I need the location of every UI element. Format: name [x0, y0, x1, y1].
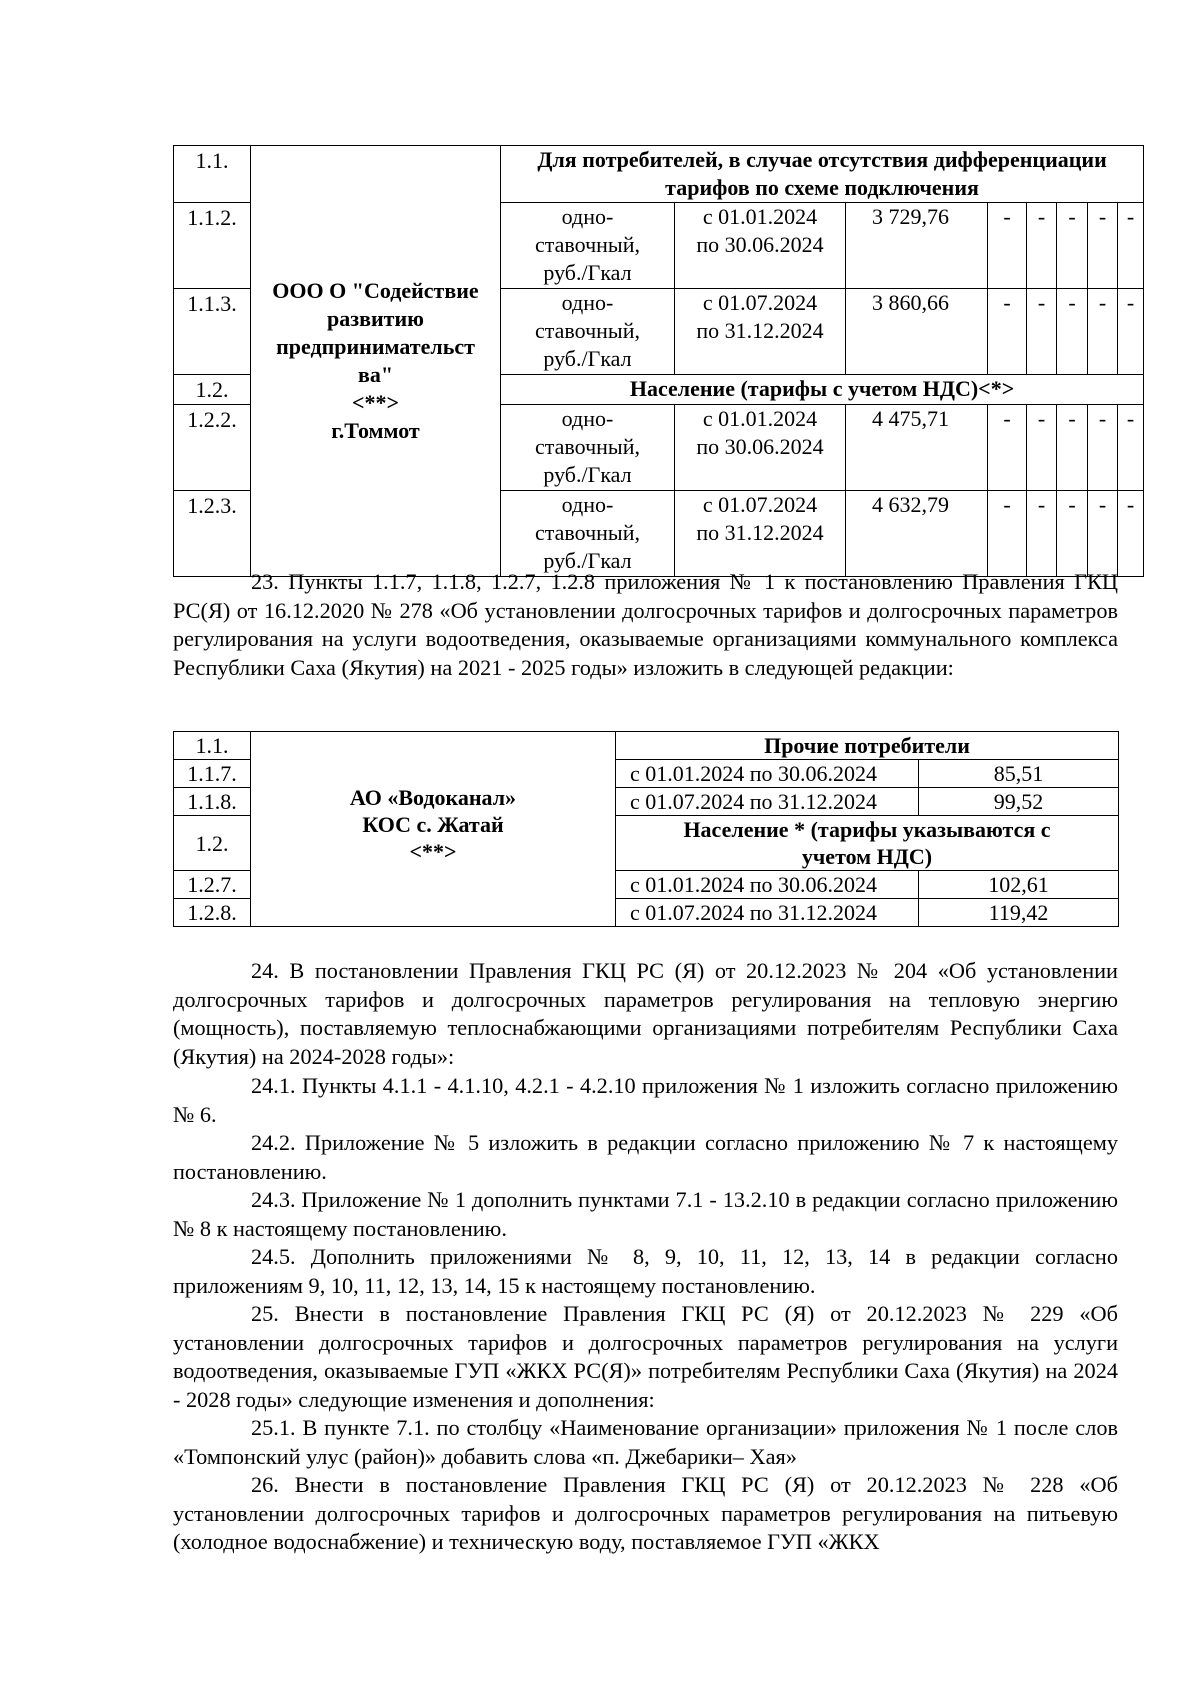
paragraph-24: 24. В постановлении Правления ГКЦ РС (Я) от 20.12.2023 № 204 «Об установлении долгосрочных тарифов и долгосрочных параметров регулирования на тепловую энергию (мощность), поставляемую теплоснабжающими организациями потребителям Республики Саха (Якутия) на 2024-2028 годы»: [173, 958, 1118, 1069]
row-number: 1.2. [174, 375, 251, 405]
tariff-type: одно- ставочный, руб./Гкал [501, 405, 675, 491]
tariff-value: 3 860,66 [846, 289, 988, 375]
empty-cell: - [1057, 289, 1088, 375]
table-row [174, 732, 1119, 760]
row-number: 1.2.8. [174, 899, 251, 927]
section-header: Население (тарифы с учетом НДС)<*> [501, 375, 1144, 405]
section-header: Для потребителей, в случае отсутствия дифференциации тарифов по схеме подключения [501, 146, 1144, 203]
tariff-value: 119,42 [919, 899, 1119, 927]
empty-cell: - [1118, 405, 1144, 491]
organization-name: ООО О "Содействие развитию предпринимательст ва" <**> г.Томмот [251, 146, 501, 577]
tariff-value: 85,51 [919, 760, 1119, 788]
table-row [174, 146, 1144, 203]
empty-cell: - [1027, 405, 1057, 491]
tariff-type: одно- ставочный, руб./Гкал [501, 289, 675, 375]
empty-cell: - [1088, 405, 1118, 491]
empty-cell: - [1027, 203, 1057, 289]
empty-cell: - [1057, 491, 1088, 577]
paragraph-25: 25. Внести в постановление Правления ГКЦ РС (Я) от 20.12.2023 № 229 «Об установлении долгосрочных тарифов и долгосрочных параметров регулирования на услуги водоотведения, оказываемые ГУП «ЖКХ РС(Я)» потребителям Республики Саха (Якутия) на 2024 - 2028 годы» следующие изменения и дополнения: [173, 1301, 1118, 1412]
tariff-period: с 01.01.2024 по 30.06.2024 [616, 871, 919, 899]
tariff-value: 4 475,71 [846, 405, 988, 491]
empty-cell: - [988, 203, 1027, 289]
empty-cell: - [1088, 289, 1118, 375]
row-number: 1.1.7. [174, 760, 251, 788]
row-number: 1.1.2. [174, 203, 251, 289]
empty-cell: - [1118, 289, 1144, 375]
row-number: 1.1. [174, 146, 251, 203]
paragraph-25-1: 25.1. В пункте 7.1. по столбцу «Наименование организации» приложения № 1 после слов «Томпонский улус (район)» добавить слова «п. Джебарики– Хая» [173, 1415, 1118, 1469]
tariff-period: с 01.07.2024 по 31.12.2024 [616, 788, 919, 816]
paragraph-23: 23. Пункты 1.1.7, 1.1.8, 1.2.7, 1.2.8 приложения № 1 к постановлению Правления ГКЦ РС(Я) от 16.12.2020 № 278 «Об установлении долгосрочных тарифов и долгосрочных параметров регулирования на услуги водоотведения, оказываемые организациями коммунального комплекса Республики Саха (Якутия) на 2021 - 2025 годы» изложить в следующей редакции: [173, 569, 1118, 680]
paragraph-24-5: 24.5. Дополнить приложениями № 8, 9, 10, 11, 12, 13, 14 в редакции согласно приложениям 9, 10, 11, 12, 13, 14, 15 к настоящему постановлению. [173, 1244, 1118, 1298]
tariff-table-wastewater [173, 731, 1119, 927]
tariff-type: одно- ставочный, руб./Гкал [501, 203, 675, 289]
empty-cell: - [1027, 289, 1057, 375]
tariff-type: одно- ставочный, руб./Гкал [501, 491, 675, 577]
tariff-period: с 01.01.2024 по 30.06.2024 [616, 760, 919, 788]
row-number: 1.2.3. [174, 491, 251, 577]
paragraph-24-1: 24.1. Пункты 4.1.1 - 4.1.10, 4.2.1 - 4.2.10 приложения № 1 изложить согласно приложению № 6. [173, 1073, 1118, 1127]
row-number: 1.2.2. [174, 405, 251, 491]
empty-cell: - [1088, 491, 1118, 577]
tariff-table-heat [173, 145, 1144, 577]
paragraph-24-2: 24.2. Приложение № 5 изложить в редакции согласно приложению № 7 к настоящему постановлению. [173, 1130, 1118, 1184]
empty-cell: - [1118, 203, 1144, 289]
tariff-period: с 01.07.2024 по 31.12.2024 [675, 289, 846, 375]
tariff-period: с 01.01.2024 по 30.06.2024 [675, 203, 846, 289]
row-number: 1.1. [174, 732, 251, 760]
empty-cell: - [988, 491, 1027, 577]
tariff-period: с 01.07.2024 по 31.12.2024 [616, 899, 919, 927]
tariff-value: 102,61 [919, 871, 1119, 899]
tariff-value: 3 729,76 [846, 203, 988, 289]
paragraph-26: 26. Внести в постановление Правления ГКЦ РС (Я) от 20.12.2023 № 228 «Об установлении долгосрочных тарифов и долгосрочных параметров регулирования на питьевую (холодное водоснабжение) и техническую воду, поставляемое ГУП «ЖКХ [173, 1472, 1118, 1554]
empty-cell: - [1118, 491, 1144, 577]
tariff-period: с 01.01.2024 по 30.06.2024 [675, 405, 846, 491]
row-number: 1.2.7. [174, 871, 251, 899]
tariff-period: с 01.07.2024 по 31.12.2024 [675, 491, 846, 577]
empty-cell: - [988, 289, 1027, 375]
tariff-value: 99,52 [919, 788, 1119, 816]
row-number: 1.2. [174, 816, 251, 871]
empty-cell: - [1057, 405, 1088, 491]
tariff-value: 4 632,79 [846, 491, 988, 577]
empty-cell: - [1057, 203, 1088, 289]
section-header: Население * (тарифы указываются с учетом НДС) [616, 816, 1119, 871]
row-number: 1.1.8. [174, 788, 251, 816]
paragraph-24-3: 24.3. Приложение № 1 дополнить пунктами 7.1 - 13.2.10 в редакции согласно приложению № 8 к настоящему постановлению. [173, 1187, 1118, 1241]
section-header: Прочие потребители [616, 732, 1119, 760]
organization-name: АО «Водоканал» КОС с. Жатай <**> [251, 732, 616, 927]
empty-cell: - [1027, 491, 1057, 577]
row-number: 1.1.3. [174, 289, 251, 375]
empty-cell: - [988, 405, 1027, 491]
empty-cell: - [1088, 203, 1118, 289]
